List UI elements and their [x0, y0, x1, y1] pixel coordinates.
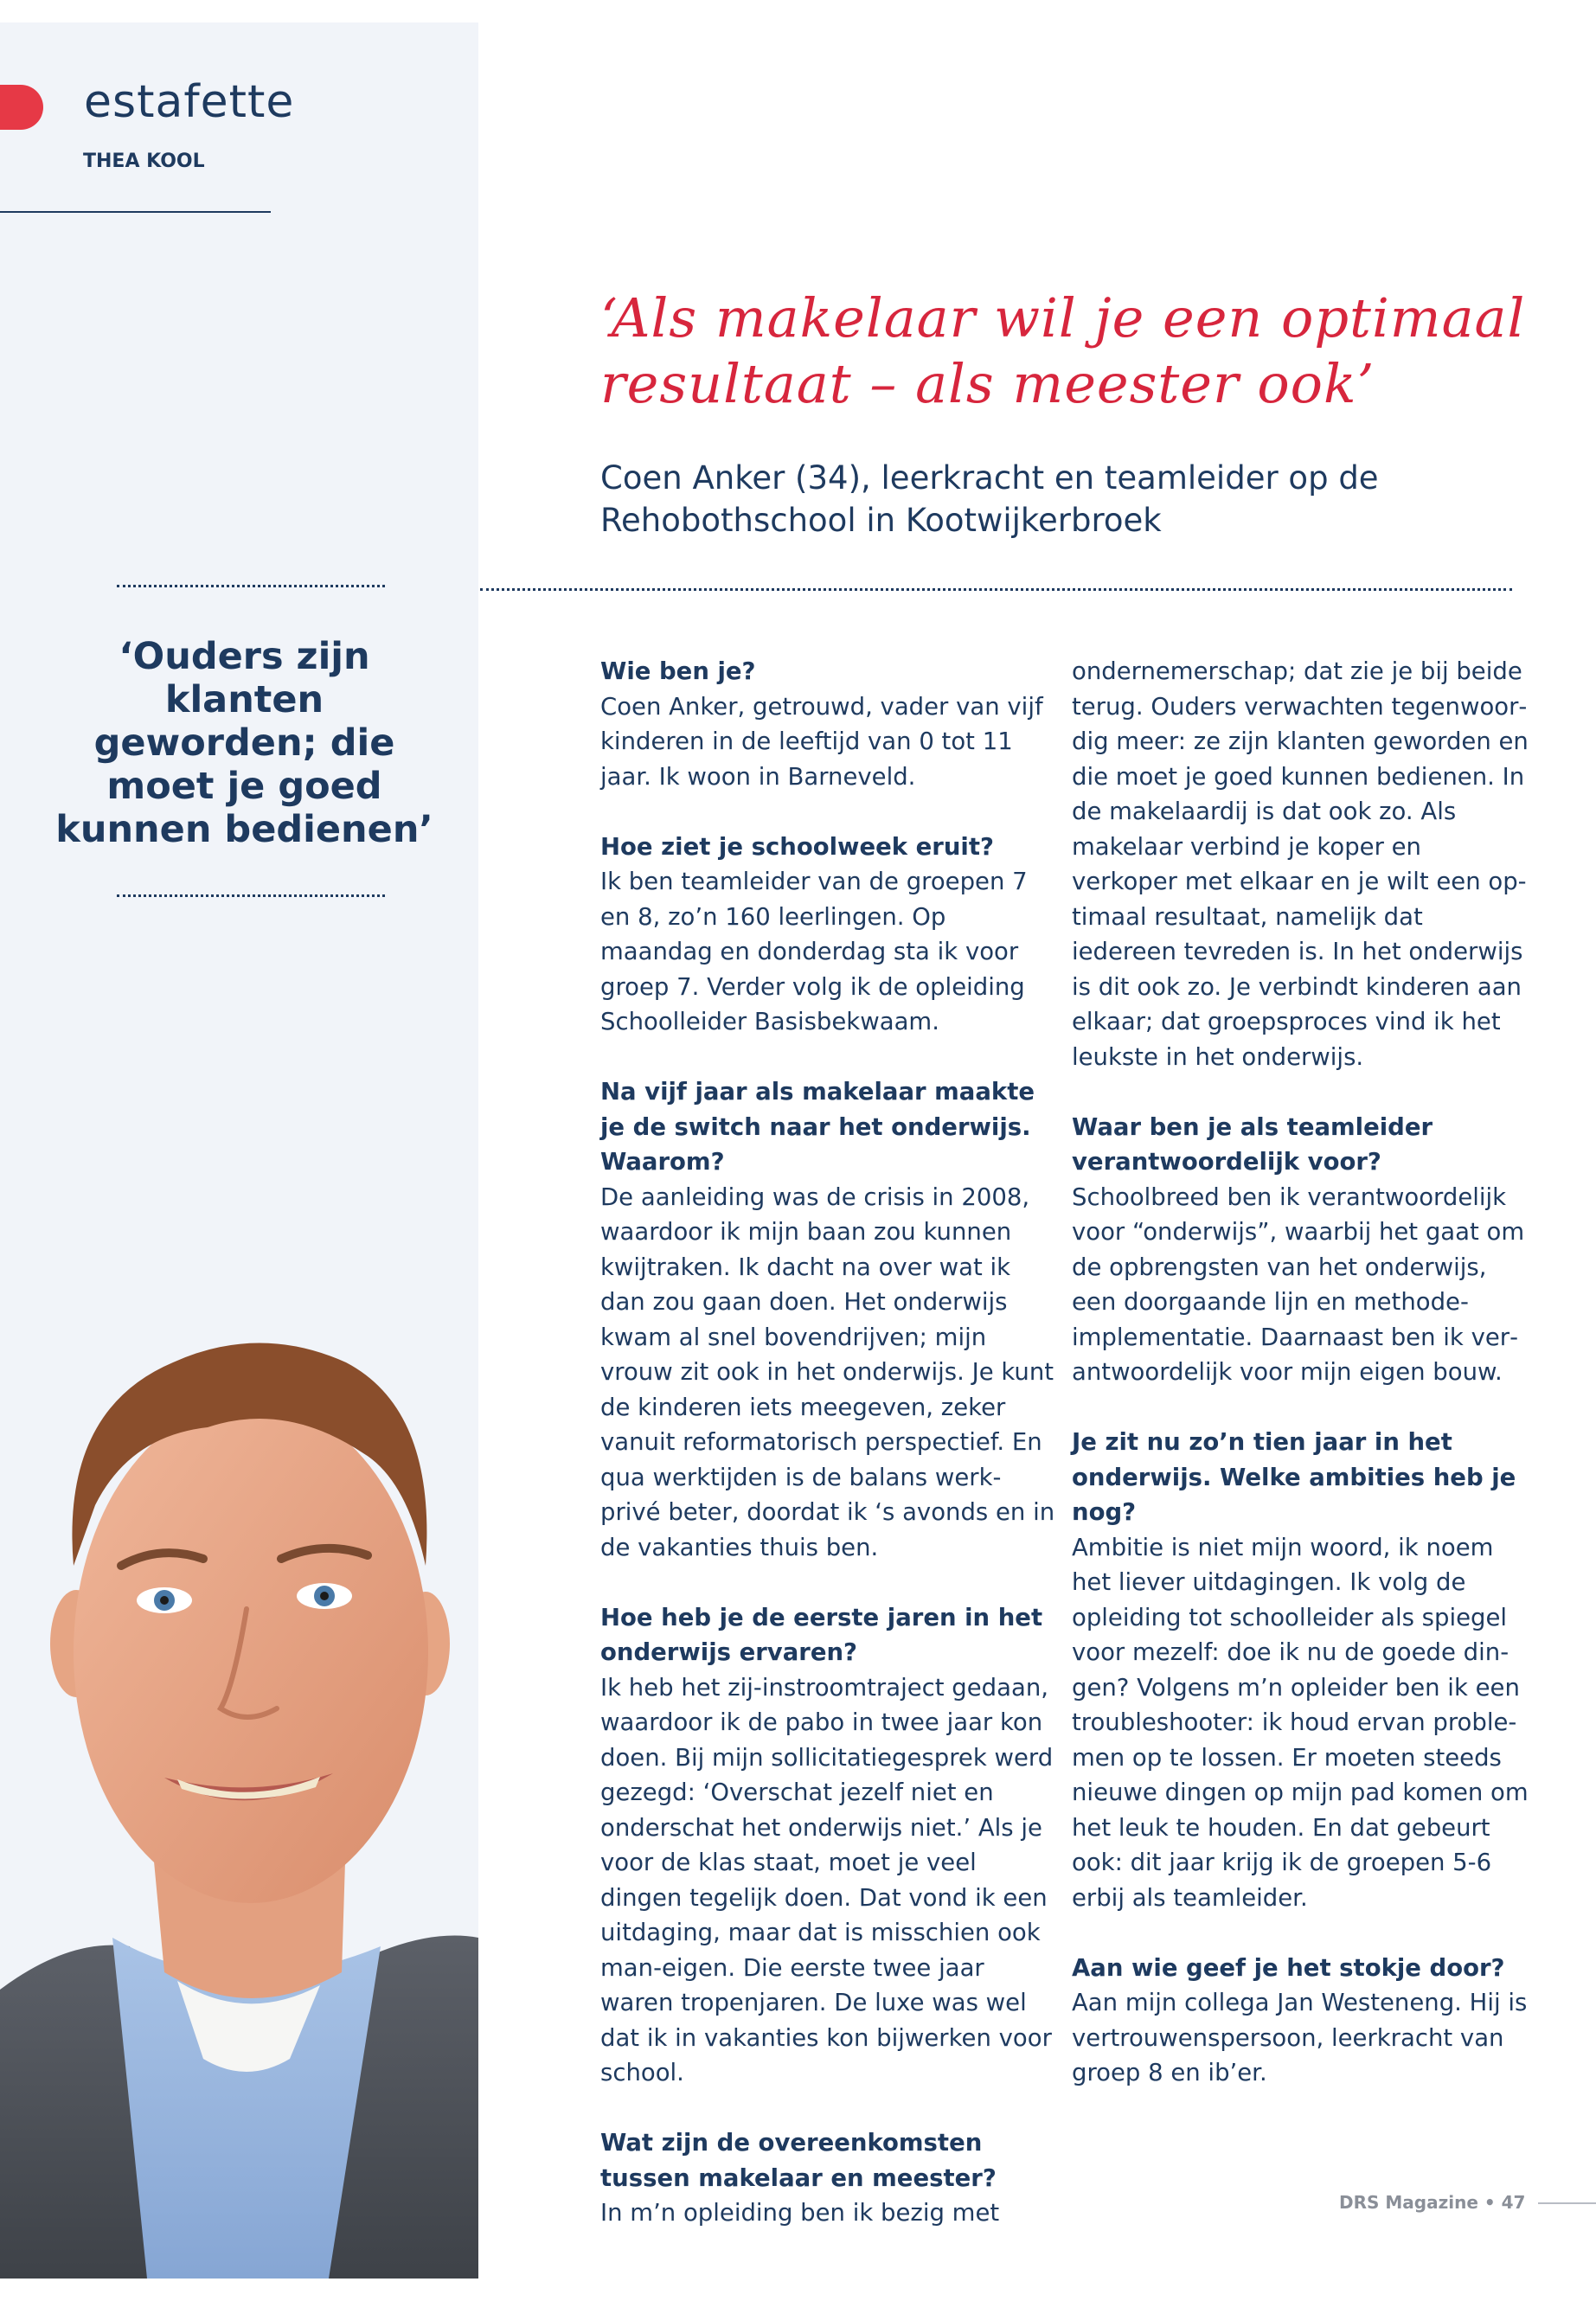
answer: Coen Anker, getrouwd, vader van vijf kinderen in de leeftijd van 0 tot 11 jaar. Ik woon in Barneveld.: [600, 692, 1043, 791]
qa-block: [1072, 1110, 1530, 1390]
article-column-1: [600, 654, 1059, 2266]
question: Wat zijn de overeenkomsten tussen makelaar en meester?: [600, 2129, 997, 2192]
portrait-photo: [0, 1280, 478, 2279]
answer: De aanleiding was de crisis in 2008, waardoor ik mijn baan zou kunnen kwijtraken. Ik dacht na over wat ik dan zou gaan doen. Het onderwijs kwam al snel bovendrijven; mijn vrouw zit ook in het onderwijs. Je kunt de kinderen iets meegeven, zeker vanuit reformatorisch perspectief. En qua werktijden is de balans werk-privé beter, doordat ik ‘s avonds en in de vakanties thuis ben.: [600, 1183, 1055, 1561]
qa-block: [600, 654, 1059, 794]
article-headline: ‘Als makelaar wil je een optimaal resultaat – als meester ook’: [600, 286, 1526, 415]
qa-block: [600, 1600, 1059, 2091]
author-name: THEA KOOL: [83, 151, 205, 172]
question: Na vijf jaar als makelaar maakte je de switch naar het onderwijs. Waarom?: [600, 1078, 1035, 1176]
answer: Schoolbreed ben ik verantwoordelijk voor “onderwijs”, waarbij het gaat om de opbrengsten van het onderwijs, een doorgaande lijn en methodeimplementatie. Daarnaast ben ik verantwoordelijk voor mijn eigen bouw.: [1072, 1183, 1525, 1386]
answer: Ik ben teamleider van de groepen 7 en 8, zo’n 160 leerlingen. Op maandag en donderdag sta ik voor groep 7. Verder volg ik de opleiding Schoolleider Basisbekwaam.: [600, 868, 1028, 1035]
article-divider: [480, 588, 1512, 591]
qa-block: [600, 1074, 1059, 1565]
qa-block: [600, 2125, 1059, 2231]
answer: Aan mijn collega Jan Westeneng. Hij is vertrouwenspersoon, leerkracht van groep 8 en ib’er.: [1072, 1989, 1528, 2086]
page-footer: DRS Magazine • 47: [1339, 2192, 1526, 2213]
question: Je zit nu zo’n tien jaar in het onderwijs. Welke ambities heb je nog?: [1072, 1428, 1516, 1526]
qa-block: [1072, 654, 1530, 1074]
answer-continued: ondernemerschap; dat zie je bij beide terug. Ouders verwachten tegenwoordig meer: ze zijn klanten geworden en die moet je goed kunnen bedienen. In de makelaardij is dat ook zo. Als makelaar verbind je koper en verkoper met elkaar en je wilt een optimaal resultaat, namelijk dat iedereen tevreden is. In het onderwijs is dit ook zo. Je verbindt kinderen aan elkaar; dat groepsproces vind ik het leukste in het onderwijs.: [1072, 657, 1529, 1071]
question: Aan wie geef je het stokje door?: [1072, 1953, 1505, 1982]
pull-quote: ‘Ouders zijn klanten geworden; die moet je goed kunnen bedienen’: [55, 635, 433, 851]
article-column-2: [1072, 654, 1530, 2125]
footer-divider: [1538, 2202, 1596, 2204]
section-label: estafette: [84, 76, 295, 128]
quote-divider-top: [117, 585, 385, 587]
quote-divider-bottom: [117, 894, 385, 897]
qa-block: [1072, 1951, 1530, 2091]
question: Hoe heb je de eerste jaren in het onderwijs ervaren?: [600, 1603, 1043, 1666]
answer: Ik heb het zij-instroomtraject gedaan, waardoor ik de pabo in twee jaar kon doen. Bij mijn sollicitatiegesprek werd gezegd: ‘Overschat jezelf niet en onderschat het onderwijs niet.’ Als je voor de klas staat, moet je veel dingen tegelijk doen. Dat vond ik een uitdaging, maar dat is misschien ook man-eigen. Die eerste twee jaar waren tropenjaren. De luxe was wel dat ik in vakanties kon bijwerken voor school.: [600, 1673, 1054, 2086]
author-divider: [0, 211, 271, 213]
question: Hoe ziet je schoolweek eruit?: [600, 832, 994, 861]
section-marker: [0, 85, 43, 130]
article-subtitle: Coen Anker (34), leerkracht en teamleider op de Rehobothschool in Kootwijkerbroek: [600, 459, 1379, 539]
question: Waar ben je als teamleider verantwoordelijk voor?: [1072, 1112, 1433, 1176]
qa-block: [1072, 1425, 1530, 1915]
question: Wie ben je?: [600, 657, 756, 685]
answer: Ambitie is niet mijn woord, ik noem het liever uitdagingen. Ik volg de opleiding tot schoolleider als spiegel voor mezelf: doe ik nu de goede dingen? Volgens m’n opleider ben ik een troubleshooter: ik houd ervan problemen op te lossen. Er moeten steeds nieuwe dingen op mijn pad komen om het leuk te houden. En dat gebeurt ook: dit jaar krijg ik de groepen 5-6 erbij als teamleider.: [1072, 1533, 1529, 1912]
qa-block: [600, 830, 1059, 1040]
answer: In m’n opleiding ben ik bezig met: [600, 2199, 1000, 2227]
